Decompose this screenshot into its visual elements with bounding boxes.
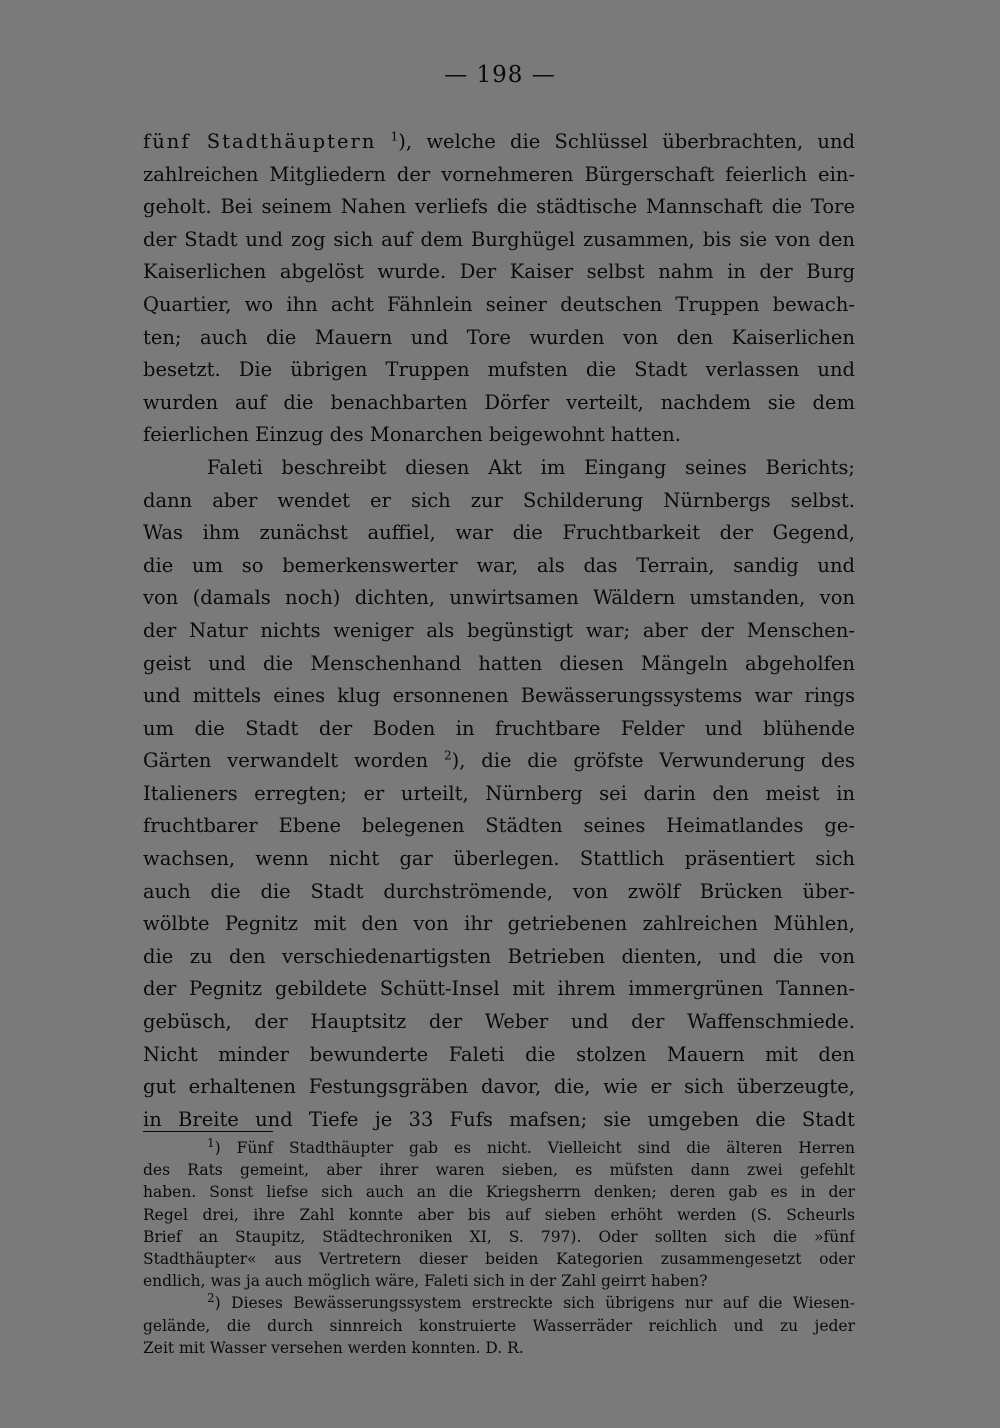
footnotes [143,1137,855,1359]
text-line: geist und die Menschenhand hatten diesen Mängeln abgeholfen [143,651,855,675]
text-line: und mittels eines klug ersonnenen Bewässerungssystems war rings [143,684,855,708]
text-line: in Breite und Tiefe je 33 Fufs mafsen; sie umgeben die Stadt [143,1107,855,1131]
text-line: Was ihm zunächst auffiel, war die Fruchtbarkeit der Gegend, [143,521,855,545]
footnote-line: des Rats gemeint, aber ihrer waren sieben, es müfsten dann zwei gefehlt [143,1161,855,1180]
text-line [143,745,855,778]
text-fragment: ), die die gröfste Verwunderung des [451,749,855,773]
text-line: besetzt. Die übrigen Truppen mufsten die Stadt verlassen und [143,358,855,382]
footnote-1-mark: 1 [207,1137,215,1150]
footnote-1-first-line [143,1137,855,1159]
text-line [143,126,855,159]
text-fragment: ) Fünf Stadthäupter gab es nicht. Vielleicht sind die älteren Herren [214,1139,855,1157]
text-line: auch die die Stadt durchströmende, von zwölf Brücken über- [143,879,855,903]
text-line: Kaiserlichen abgelöst wurde. Der Kaiser selbst nahm in der Burg [143,260,855,284]
footnote-line: Brief an Staupitz, Städtechroniken XI, S. 797). Oder sollten sich die »fünf [143,1227,855,1246]
text-fragment: ) Dieses Bewässerungssystem erstreckte sich übrigens nur auf die Wiesen- [214,1294,855,1313]
text-line: wölbte Pegnitz mit den von ihr getriebenen zahlreichen Mühlen, [143,912,855,936]
text-line: Italieners erregten; er urteilt, Nürnberg sei darin den meist in [143,781,855,805]
text-line: gebüsch, der Hauptsitz der Weber und der Waffenschmiede. [143,1010,855,1034]
footnote-line: Zeit mit Wasser versehen werden konnten. D. R. [143,1338,524,1357]
text-line: Nicht minder bewunderte Faleti die stolzen Mauern mit den [143,1042,855,1066]
text-line: gut erhaltenen Festungsgräben davor, die, wie er sich überzeugte, [143,1075,855,1099]
text-line: ten; auch die Mauern und Tore wurden von den Kaiserlichen [143,325,855,349]
footnote-2-first-line [143,1292,855,1314]
text-line: wurden auf die benachbarten Dörfer verteilt, nachdem sie dem [143,390,855,414]
body-text [143,126,855,1136]
text-line: dann aber wendet er sich zur Schilderung Nürnbergs selbst. [143,488,855,512]
text-line: der Pegnitz gebildete Schütt-Insel mit ihrem immergrünen Tannen- [143,977,855,1001]
text-line: zahlreichen Mitgliedern der vornehmeren Bürgerschaft feierlich ein- [143,162,855,186]
text-line: der Natur nichts weniger als begünstigt war; aber der Menschen- [143,618,855,642]
footnote-2-mark: 2 [207,1292,215,1306]
text-fragment: ), welche die Schlüssel überbrachten, und [398,130,855,153]
text-line: feierlichen Einzug des Monarchen beigewohnt hatten. [143,423,681,447]
text-line: der Stadt und zog sich auf dem Burghügel zusammen, bis sie von den [143,227,855,251]
text-fragment: Gärten verwandelt worden [143,749,429,773]
text-line: um die Stadt der Boden in fruchtbare Felder und blühende [143,716,855,740]
footnote-line: haben. Sonst liefse sich auch an die Kriegsherrn denken; deren gab es in der [143,1183,855,1202]
paragraph-start-line: Faleti beschreibt diesen Akt im Eingang seines Berichts; [207,455,855,479]
page-number: — 198 — [444,62,556,88]
text-line: geholt. Bei seinem Nahen verliefs die städtische Mannschaft die Tore [143,195,855,219]
text-line: von (damals noch) dichten, unwirtsamen Wäldern umstanden, von [143,586,855,610]
footnote-line: Regel drei, ihre Zahl konnte aber bis auf sieben erhöht werden (S. Scheurls [143,1205,855,1224]
stadthaeupter-term: fünf Stadthäuptern [143,130,377,153]
text-line: wachsen, wenn nicht gar überlegen. Stattlich präsentiert sich [143,847,855,871]
footnote-separator [143,1131,273,1132]
footnote-mark-1: 1 [390,129,399,144]
text-line: fruchtbarer Ebene belegenen Städten seines Heimatlandes ge- [143,814,855,838]
text-line: Quartier, wo ihn acht Fähnlein seiner deutschen Truppen bewach- [143,292,855,316]
footnote-mark-2: 2 [444,748,452,763]
footnote-line: endlich, was ja auch möglich wäre, Faleti sich in der Zahl geirrt haben? [143,1272,708,1291]
text-line: die zu den verschiedenartigsten Betrieben dienten, und die von [143,944,855,968]
footnote-line: gelände, die durch sinnreich konstruierte Wasserräder reichlich und zu jeder [143,1316,855,1335]
text-line: die um so bemerkenswerter war, als das Terrain, sandig und [143,553,855,577]
footnote-line: Stadthäupter« aus Vertretern dieser beiden Kategorien zusammengesetzt oder [143,1249,855,1268]
